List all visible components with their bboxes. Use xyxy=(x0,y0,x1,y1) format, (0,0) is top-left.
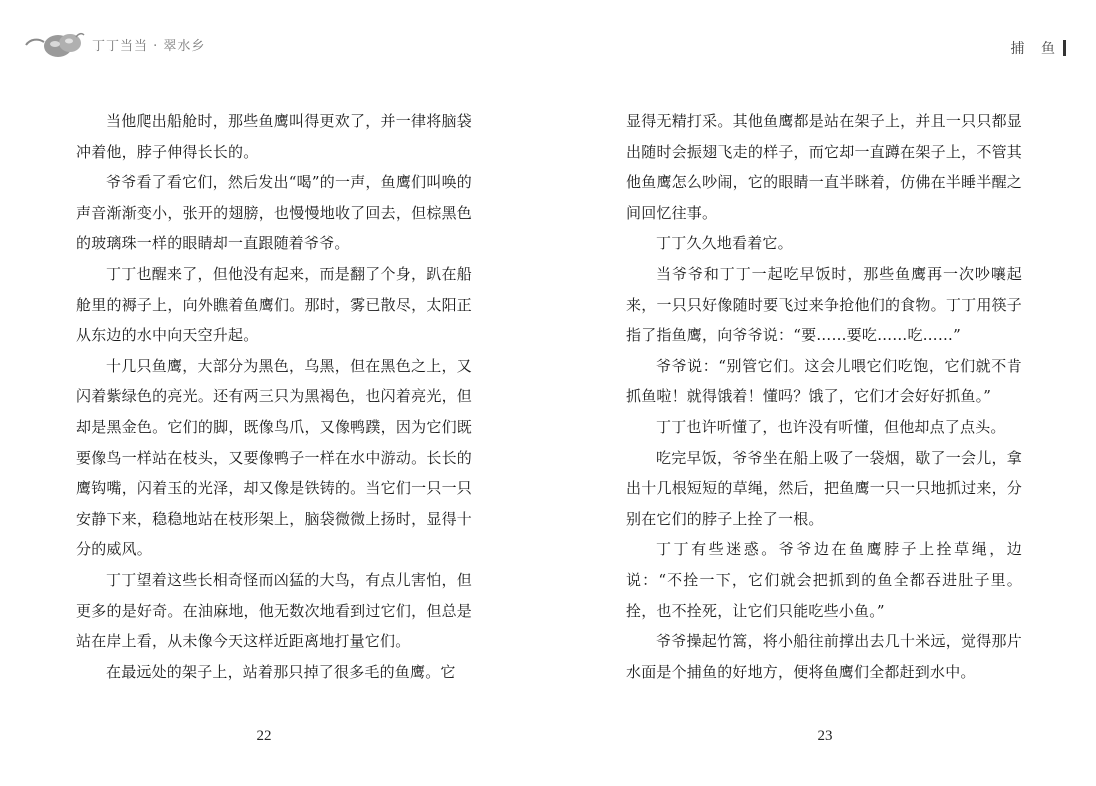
paragraph: 当他爬出船舱时，那些鱼鹰叫得更欢了，并一律将脑袋冲着他，脖子伸得长长的。 xyxy=(76,112,472,161)
paragraph: 爷爷看了看它们，然后发出“喝”的一声，鱼鹰们叫唤的声音渐渐变小，张开的翅膀，也慢慢地收了回去，但棕黑色的玻璃珠一样的眼睛却一直跟随着爷爷。 xyxy=(76,173,472,253)
paragraph: 丁丁望着这些长相奇怪而凶猛的大鸟，有点儿害怕，但更多的是好奇。在油麻地，他无数次地看到过它们，但总是站在岸上看，从未像今天这样近距离地打量它们。 xyxy=(76,570,472,651)
left-page-body xyxy=(76,106,472,687)
header-bar-mark xyxy=(1063,40,1066,56)
paragraph: 当爷爷和丁丁一起吃早饭时，那些鱼鹰再一次吵嚷起来，一只只好像随时要飞过来争抢他们的食物。丁丁用筷子指了指鱼鹰，向爷爷说：“要……要吃……吃……” xyxy=(626,264,1022,345)
paragraph: 丁丁有些迷惑。爷爷边在鱼鹰脖子上拴草绳，边说：“不拴一下，它们就会把抓到的鱼全都吞进肚子里。拴，也不拴死，让它们只能吃些小鱼。” xyxy=(626,540,1022,620)
page-number-left: 22 xyxy=(256,728,272,744)
paragraph: 十几只鱼鹰，大部分为黑色，乌黑，但在黑色之上，又闪着紫绿色的亮光。还有两三只为黑褐色，也闪着亮光，但却是黑金色。它们的脚，既像鸟爪，又像鸭蹼，因为它们既要像鸟一样站在枝头，又要像鸭子一样在水中游动。长长的鹰钩嘴，闪着玉的光泽，却又像是铁铸的。当它们一只一只安静下来，稳稳地站在枝形架上，脑袋微微上扬时，显得十分的威风。 xyxy=(76,356,472,559)
paragraph: 爷爷说：“别管它们。这会儿喂它们吃饱，它们就不肯抓鱼啦！就得饿着！懂吗？饿了，它们才会好好抓鱼。” xyxy=(626,356,1022,406)
right-page-body xyxy=(626,106,1022,687)
running-header-right xyxy=(1011,38,1066,58)
page-number-right: 23 xyxy=(817,728,833,744)
gourd-logo-icon xyxy=(24,27,86,61)
chapter-title: 捕 鱼 xyxy=(1010,41,1061,57)
running-header-left xyxy=(24,26,205,62)
paragraph: 丁丁也醒来了，但他没有起来，而是翻了个身，趴在船舱里的褥子上，向外瞧着鱼鹰们。那时，雾已散尽，太阳正从东边的水中向天空升起。 xyxy=(76,264,472,345)
paragraph: 在最远处的架子上，站着那只掉了很多毛的鱼鹰。它 xyxy=(106,662,456,681)
series-title: 丁丁当当 · 翠水乡 xyxy=(92,38,206,54)
right-page xyxy=(548,0,1096,786)
paragraph: 吃完早饭，爷爷坐在船上吸了一袋烟，歇了一会儿，拿出十几根短短的草绳，然后，把鱼鹰一只一只地抓过来，分别在它们的脖子上拴了一根。 xyxy=(626,448,1022,528)
paragraph: 丁丁也许听懂了，也许没有听懂，但他却点了点头。 xyxy=(656,417,1006,436)
paragraph: 爷爷操起竹篙，将小船往前撑出去几十米远，觉得那片水面是个捕鱼的好地方，便将鱼鹰们全都赶到水中。 xyxy=(626,632,1022,681)
paragraph: 丁丁久久地看着它。 xyxy=(656,234,793,253)
paragraph-continuation: 显得无精打采。其他鱼鹰都是站在架子上，并且一只只都显出随时会振翅飞走的样子，而它却一直蹲在架子上，不管其他鱼鹰怎么吵闹，它的眼睛一直半眯着，仿佛在半睡半醒之间回忆往事。 xyxy=(626,112,1022,222)
